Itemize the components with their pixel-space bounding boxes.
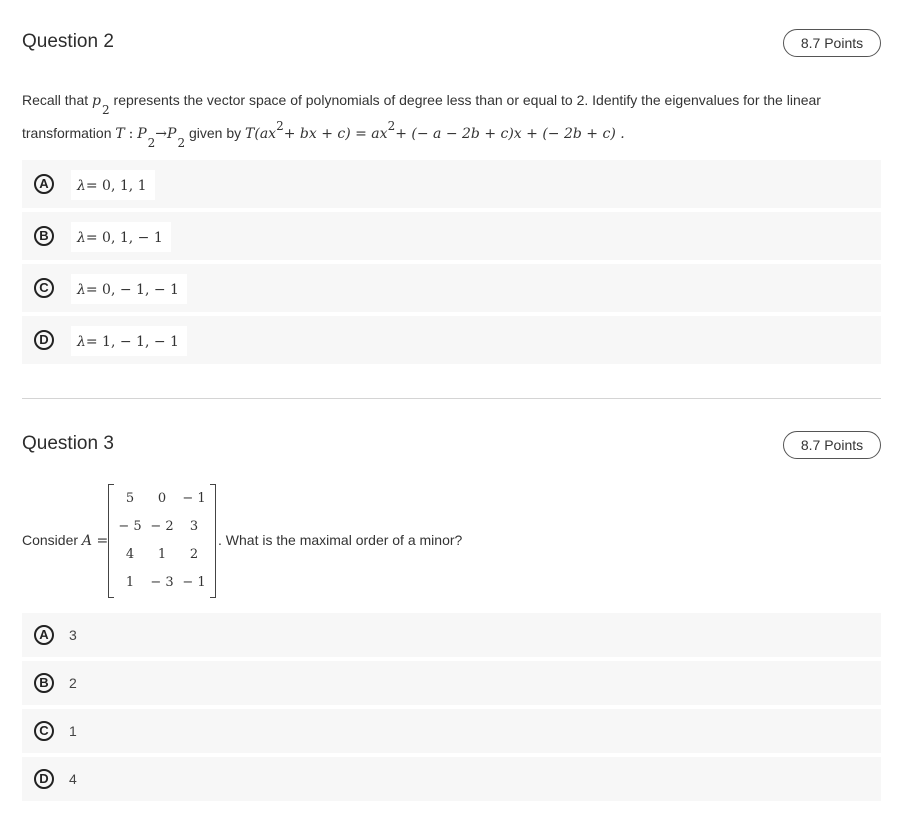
option-answer: 3	[69, 627, 77, 643]
matrix-right-bracket	[210, 484, 216, 598]
question-3-option-d[interactable]	[22, 757, 881, 801]
matrix-cell: − 5	[118, 519, 142, 534]
matrix-cell: 5	[125, 491, 135, 506]
option-answer: 2	[69, 675, 77, 691]
question-3-option-a[interactable]	[22, 613, 881, 657]
option-answer: λ= 1, − 1, − 1	[71, 326, 187, 356]
question-3-header	[22, 431, 881, 461]
section-divider	[22, 398, 881, 399]
question-3-prompt-lead: Consider A =	[22, 532, 109, 549]
matrix-cell: 1	[157, 547, 167, 562]
matrix-cell: 3	[189, 519, 199, 534]
option-answer: λ= 0, − 1, − 1	[71, 274, 187, 304]
option-letter-badge: A	[34, 174, 54, 194]
option-answer: 1	[69, 723, 77, 739]
question-2-option-c[interactable]	[22, 264, 881, 312]
question-3-prompt-question: . What is the maximal order of a minor?	[218, 532, 463, 548]
question-2-option-b[interactable]	[22, 212, 881, 260]
question-3-option-b[interactable]	[22, 661, 881, 705]
option-letter-badge: B	[34, 226, 54, 246]
question-2-prompt: Recall that p2 represents the vector space of polynomials of degree less than or equal to 2. Identify the eigenvalues for the linear transformation T : P2→P2 given by T(ax2+ bx + c) = ax2+ (− a − 2b + c)x + (− 2b + c) .	[22, 92, 821, 150]
question-2-points-badge: 8.7 Points	[783, 29, 881, 57]
option-letter-badge: D	[34, 330, 54, 350]
matrix-cell: − 1	[182, 491, 206, 506]
option-answer: λ= 0, 1, − 1	[71, 222, 171, 252]
option-letter-badge: C	[34, 721, 54, 741]
option-letter-badge: D	[34, 769, 54, 789]
matrix-cell: − 3	[150, 575, 174, 590]
option-letter-badge: C	[34, 278, 54, 298]
matrix-cell: 1	[125, 575, 135, 590]
option-answer: 4	[69, 771, 77, 787]
question-2-title: Question 2	[22, 31, 114, 52]
matrix-left-bracket	[108, 484, 114, 598]
question-3-option-c[interactable]	[22, 709, 881, 753]
question-3-title: Question 3	[22, 433, 114, 454]
question-2-header	[22, 29, 881, 59]
matrix-cell: − 1	[182, 575, 206, 590]
question-2-option-d[interactable]	[22, 316, 881, 364]
option-letter-badge: A	[34, 625, 54, 645]
matrix-a	[108, 484, 216, 598]
matrix-cell: − 2	[150, 519, 174, 534]
option-answer: λ= 0, 1, 1	[71, 170, 155, 200]
question-2-option-a[interactable]	[22, 160, 881, 208]
matrix-cell: 0	[157, 491, 167, 506]
question-3-points-badge: 8.7 Points	[783, 431, 881, 459]
option-letter-badge: B	[34, 673, 54, 693]
matrix-cell: 2	[189, 547, 199, 562]
matrix-cell: 4	[125, 547, 135, 562]
